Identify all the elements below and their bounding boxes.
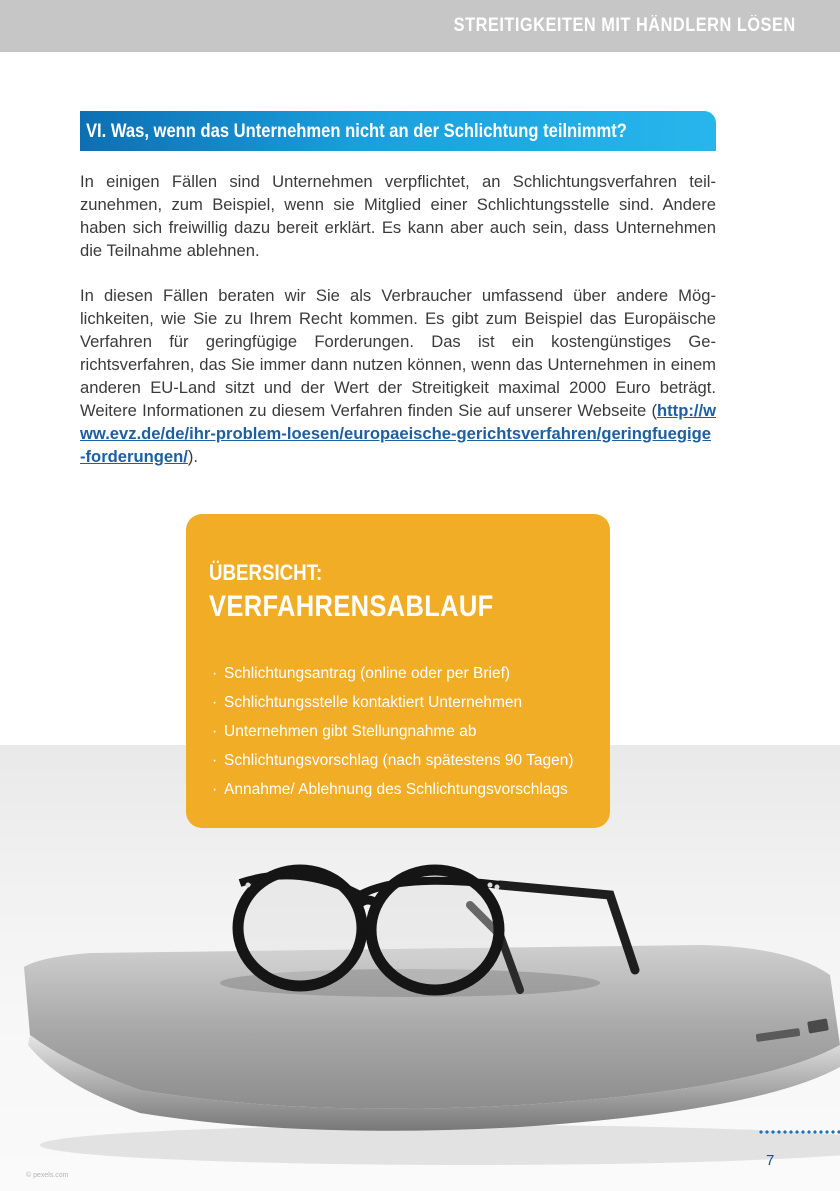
footer-dotted-line — [758, 1130, 840, 1134]
photo-credit: © pexels.com — [26, 1172, 69, 1179]
overview-title: VERFAHRENSABLAUF — [209, 590, 494, 623]
overview-item: · Annahme/ Ablehnung des Schlichtungsvorschlags — [212, 775, 574, 804]
bullet-icon: · — [212, 694, 218, 711]
header-title: STREITIGKEITEN MIT HÄNDLERN LÖSEN — [453, 15, 796, 36]
overview-label: ÜBERSICHT: — [209, 560, 323, 585]
overview-item: · Schlichtungsstelle kontaktiert Unternehmen — [212, 688, 574, 717]
header-bar — [0, 0, 840, 52]
overview-box — [186, 514, 610, 828]
bullet-icon: · — [212, 665, 218, 682]
page-number: 7 — [766, 1152, 775, 1169]
overview-item: · Unternehmen gibt Stellungnahme ab — [212, 717, 574, 746]
overview-list — [212, 659, 574, 804]
bullet-icon: · — [212, 723, 218, 740]
paragraph-1: In einigen Fällen sind Unternehmen verpflichtet, an Schlichtungsverfahren teilzunehmen, zum Beispiel, wenn sie Mitglied einer Schlichtungsstelle sind. Andere haben sich freiwillig dazu bereit erklärt. Es kann aber auch sein, dass Unternehmen die Teilnahme ablehnen. — [80, 172, 716, 260]
paragraph-2-end: ). — [187, 447, 198, 466]
glasses-bridge — [358, 900, 378, 905]
paragraph-2-text: In diesen Fällen beraten wir Sie als Verbraucher umfassend über andere Möglichkeiten, wie Sie zu Ihrem Recht kommen. Es gibt zum Beispiel das Europäische Verfahren für geringfügige Forderungen. Das ist ein kostengünstiges Gerichtsverfahren, das Sie immer dann nutzen können, wenn das Unternehmen in einem anderen EU-Land sitzt und der Wert der Streitigkeit maximal 2000 Euro beträgt. Weitere Informationen zu diesem Verfahren finden Sie auf unserer Webseite ( — [80, 286, 716, 420]
overview-item: · Schlichtungsvorschlag (nach spätestens 90 Tagen) — [212, 746, 574, 775]
overview-item: · Schlichtungsantrag (online oder per Brief) — [212, 659, 574, 688]
bullet-icon: · — [212, 752, 218, 769]
evz-link[interactable]: http://www.evz.de/de/ihr-problem-loesen/europaeische-gerichtsverfahren/geringfuegige-forderungen/ — [80, 401, 716, 466]
section-heading — [80, 111, 716, 151]
bullet-icon: · — [212, 781, 218, 798]
paragraph-2 — [80, 284, 716, 468]
section-heading-text: VI. Was, wenn das Unternehmen nicht an der Schlichtung teilnimmt? — [86, 120, 627, 142]
